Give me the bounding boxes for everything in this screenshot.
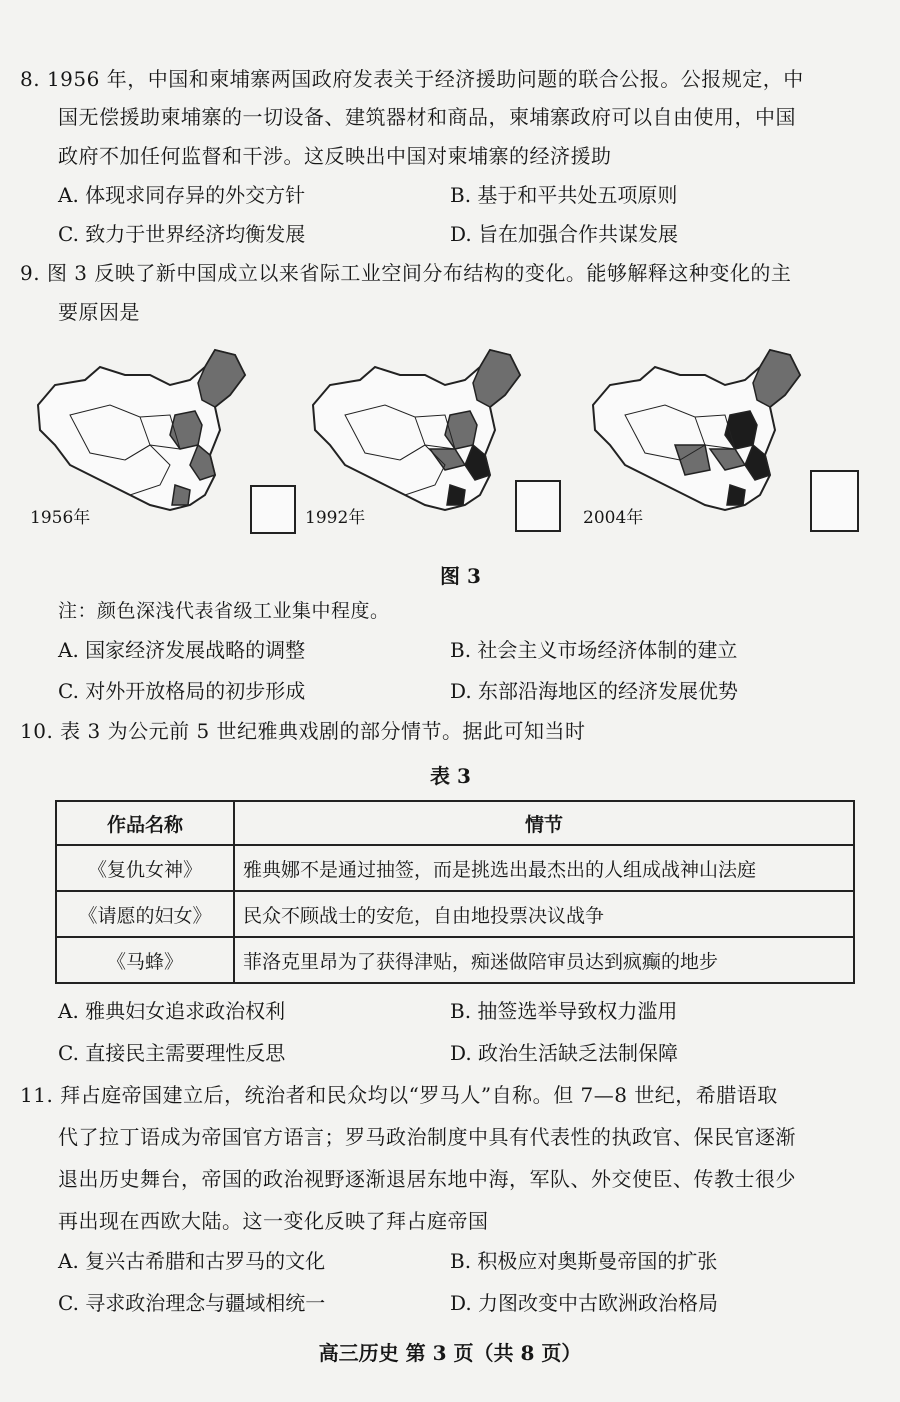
table-header: 情节 bbox=[234, 801, 854, 845]
q8-option-b: B. 基于和平共处五项原则 bbox=[450, 183, 678, 207]
year-label-1956: 1956年 bbox=[30, 508, 91, 528]
q9-option-a: A. 国家经济发展战略的调整 bbox=[58, 638, 306, 662]
q8-line-1: 8. 1956 年，中国和柬埔寨两国政府发表关于经济援助问题的联合公报。公报规定，中 bbox=[20, 67, 804, 91]
q8-option-c: C. 致力于世界经济均衡发展 bbox=[58, 222, 306, 246]
q10-option-d: D. 政治生活缺乏法制保障 bbox=[450, 1041, 679, 1065]
figure-note: 注：颜色深浅代表省级工业集中程度。 bbox=[58, 600, 390, 622]
q11-line-4: 再出现在西欧大陆。这一变化反映了拜占庭帝国 bbox=[58, 1209, 489, 1233]
table-row bbox=[56, 845, 854, 891]
china-map-2004 bbox=[585, 345, 815, 525]
q11-option-a: A. 复兴古希腊和古罗马的文化 bbox=[58, 1249, 326, 1273]
q8-line-2: 国无偿援助柬埔寨的一切设备、建筑器材和商品，柬埔寨政府可以自由使用，中国 bbox=[58, 105, 796, 129]
table-3 bbox=[55, 800, 855, 984]
south-china-sea-inset-2004 bbox=[810, 470, 859, 532]
q11-option-c: C. 寻求政治理念与疆域相统一 bbox=[58, 1291, 326, 1315]
table-cell: 《复仇女神》 bbox=[56, 845, 234, 891]
china-map-1992 bbox=[305, 345, 535, 525]
q8-option-a: A. 体现求同存异的外交方针 bbox=[58, 183, 306, 207]
q9-line-2: 要原因是 bbox=[58, 300, 140, 324]
q8-line-3: 政府不加任何监督和干涉。这反映出中国对柬埔寨的经济援助 bbox=[58, 144, 612, 168]
south-china-sea-inset-1956 bbox=[250, 485, 296, 534]
table-cell: 《马蜂》 bbox=[56, 937, 234, 983]
q11-line-2: 代了拉丁语成为帝国官方语言；罗马政治制度中具有代表性的执政官、保民官逐渐 bbox=[58, 1125, 796, 1149]
table-caption: 表 3 bbox=[430, 764, 471, 788]
q11-line-1: 11. 拜占庭帝国建立后，统治者和民众均以“罗马人”自称。但 7—8 世纪，希腊语取 bbox=[20, 1083, 778, 1107]
table-cell: 菲洛克里昂为了获得津贴，痴迷做陪审员达到疯癫的地步 bbox=[234, 937, 854, 983]
table-header-row bbox=[56, 801, 854, 845]
year-label-2004: 2004年 bbox=[583, 508, 644, 528]
q11-line-3: 退出历史舞台，帝国的政治视野逐渐退居东地中海，军队、外交使臣、传教士很少 bbox=[58, 1167, 796, 1191]
table-cell: 《请愿的妇女》 bbox=[56, 891, 234, 937]
table-row bbox=[56, 937, 854, 983]
year-label-1992: 1992年 bbox=[305, 508, 366, 528]
table-cell: 雅典娜不是通过抽签，而是挑选出最杰出的人组成战神山法庭 bbox=[234, 845, 854, 891]
figure-3-maps bbox=[20, 340, 880, 545]
page-footer: 高三历史 第 3 页（共 8 页） bbox=[318, 1341, 582, 1365]
figure-caption: 图 3 bbox=[440, 564, 481, 588]
table-cell: 民众不顾战士的安危，自由地投票决议战争 bbox=[234, 891, 854, 937]
q9-line-1: 9. 图 3 反映了新中国成立以来省际工业空间分布结构的变化。能够解释这种变化的主 bbox=[20, 261, 792, 285]
q8-option-d: D. 旨在加强合作共谋发展 bbox=[450, 222, 679, 246]
q10-option-c: C. 直接民主需要理性反思 bbox=[58, 1041, 286, 1065]
q9-option-b: B. 社会主义市场经济体制的建立 bbox=[450, 638, 738, 662]
q9-option-c: C. 对外开放格局的初步形成 bbox=[58, 679, 306, 703]
table-row bbox=[56, 891, 854, 937]
q11-option-d: D. 力图改变中古欧洲政治格局 bbox=[450, 1291, 719, 1315]
q10-line-1: 10. 表 3 为公元前 5 世纪雅典戏剧的部分情节。据此可知当时 bbox=[20, 719, 586, 743]
table-header: 作品名称 bbox=[56, 801, 234, 845]
china-map-1956 bbox=[30, 345, 260, 525]
south-china-sea-inset-1992 bbox=[515, 480, 561, 532]
q9-option-d: D. 东部沿海地区的经济发展优势 bbox=[450, 679, 739, 703]
q10-option-a: A. 雅典妇女追求政治权利 bbox=[58, 999, 286, 1023]
q11-option-b: B. 积极应对奥斯曼帝国的扩张 bbox=[450, 1249, 718, 1273]
q10-option-b: B. 抽签选举导致权力滥用 bbox=[450, 999, 678, 1023]
